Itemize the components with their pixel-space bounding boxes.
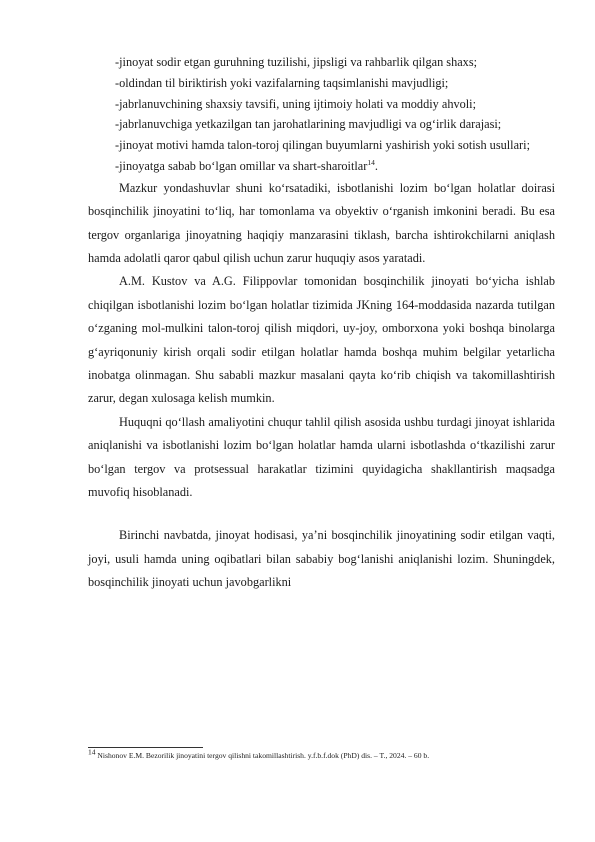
- bullet-item: [88, 156, 555, 177]
- bullet-dash: -: [115, 138, 120, 153]
- bullet-dash: -: [115, 158, 120, 173]
- bullet-text: jinoyat sodir etgan guruhning tuzilishi, jipsligi va rahbarlik qilgan shaxs;: [119, 55, 478, 69]
- bullet-text: jinoyatga sabab bo‘lgan omillar va shart-sharoitlar: [119, 158, 368, 173]
- bullet-text: oldindan til biriktirish yoki vazifalarning taqsimlanishi mavjudligi;: [119, 75, 449, 90]
- footnote-number: 14: [88, 747, 96, 757]
- bullet-end: .: [374, 158, 378, 173]
- paragraph: A.M. Kustov va A.G. Filippovlar tomonidan bosqinchilik jinoyati bo‘yicha ishlab chiqilgan isbotlanishi lozim bo‘lgan holatlar tizimida JKning 164-moddasida nazarda tutilgan o‘zganing mol-mulkini talon-toroj qilish miqdori, uy-joy, omborxona yoki boshqa binolarga g‘ayriqonuniy kirish orqali sodir etilgan holatlar hamda boshqa muhim belgilar yetarlicha inobatga olinmagan. Shu sababli mazkur masalani qayta ko‘rib chiqish va takomillashtirish zarur, degan xulosaga kelish mumkin.: [88, 274, 555, 406]
- bullet-item: [88, 73, 555, 94]
- paragraph: Birinchi navbatda, jinoyat hodisasi, ya’ni bosqinchilik jinoyatining sodir etilgan vaqti, joyi, usuli hamda uning oqibatlari bilan sababiy bog‘lanishi aniqlanishi lozim. Shuningdek, bosqinchilik jinoyati uchun javobgarlikni: [88, 528, 555, 590]
- main-text: [88, 52, 555, 595]
- bullet-dash: -: [115, 96, 120, 111]
- bullet-dash: -: [115, 55, 120, 69]
- paragraph: Huquqni qo‘llash amaliyotini chuqur tahlil qilish asosida ushbu turdagi jinoyat ishlarida aniqlanishi va isbotlanishi lozim bo‘lgan holatlar hamda ularni isbotlashda o‘tkazilishi zarur bo‘lgan tergov va protsessual harakatlar tizimini quyidagicha shakllantirish maqsadga muvofiq hisoblanadi.: [88, 414, 555, 500]
- bullet-dash: -: [115, 75, 120, 90]
- bullet-item: [88, 114, 555, 135]
- paragraph: Mazkur yondashuvlar shuni ko‘rsatadiki, isbotlanishi lozim bo‘lgan holatlar doirasi bosqinchilik jinoyatini to‘liq, har tomonlama va obyektiv o‘rganish imkonini beradi. Bu esa tergov organlariga jinoyatning haqiqiy manzarasini tiklash, barcha ishtirokchilarni aniqlash hamda adolatli qaror qabul qilish uchun zarur huquqiy asos yaratadi.: [88, 180, 555, 265]
- bullet-item: [88, 52, 555, 73]
- bullet-text: jabrlanuvchining shaxsiy tavsifi, uning ijtimoiy holati va moddiy ahvoli;: [119, 96, 477, 111]
- footnote-reference[interactable]: 14: [367, 157, 375, 167]
- bullet-text: jabrlanuvchiga yetkazilgan tan jarohatlarining mavjudligi va og‘irlik darajasi;: [119, 117, 502, 132]
- footnote-separator: [88, 747, 203, 748]
- paragraph-gap: [88, 504, 555, 524]
- bullet-text: jinoyat motivi hamda talon-toroj qilingan buyumlarni yashirish yoki sotish usullari;: [119, 138, 530, 153]
- footnote-text: Nishonov E.M. Bezorilik jinoyatini tergov qilishni takomillashtirish. y.f.b.f.dok (PhD) dis. – T., 2024. – 60 b.: [95, 751, 430, 760]
- bullet-item: [88, 135, 555, 156]
- bullet-dash: -: [115, 117, 120, 132]
- bullet-item: [88, 94, 555, 115]
- footnote: [88, 747, 558, 761]
